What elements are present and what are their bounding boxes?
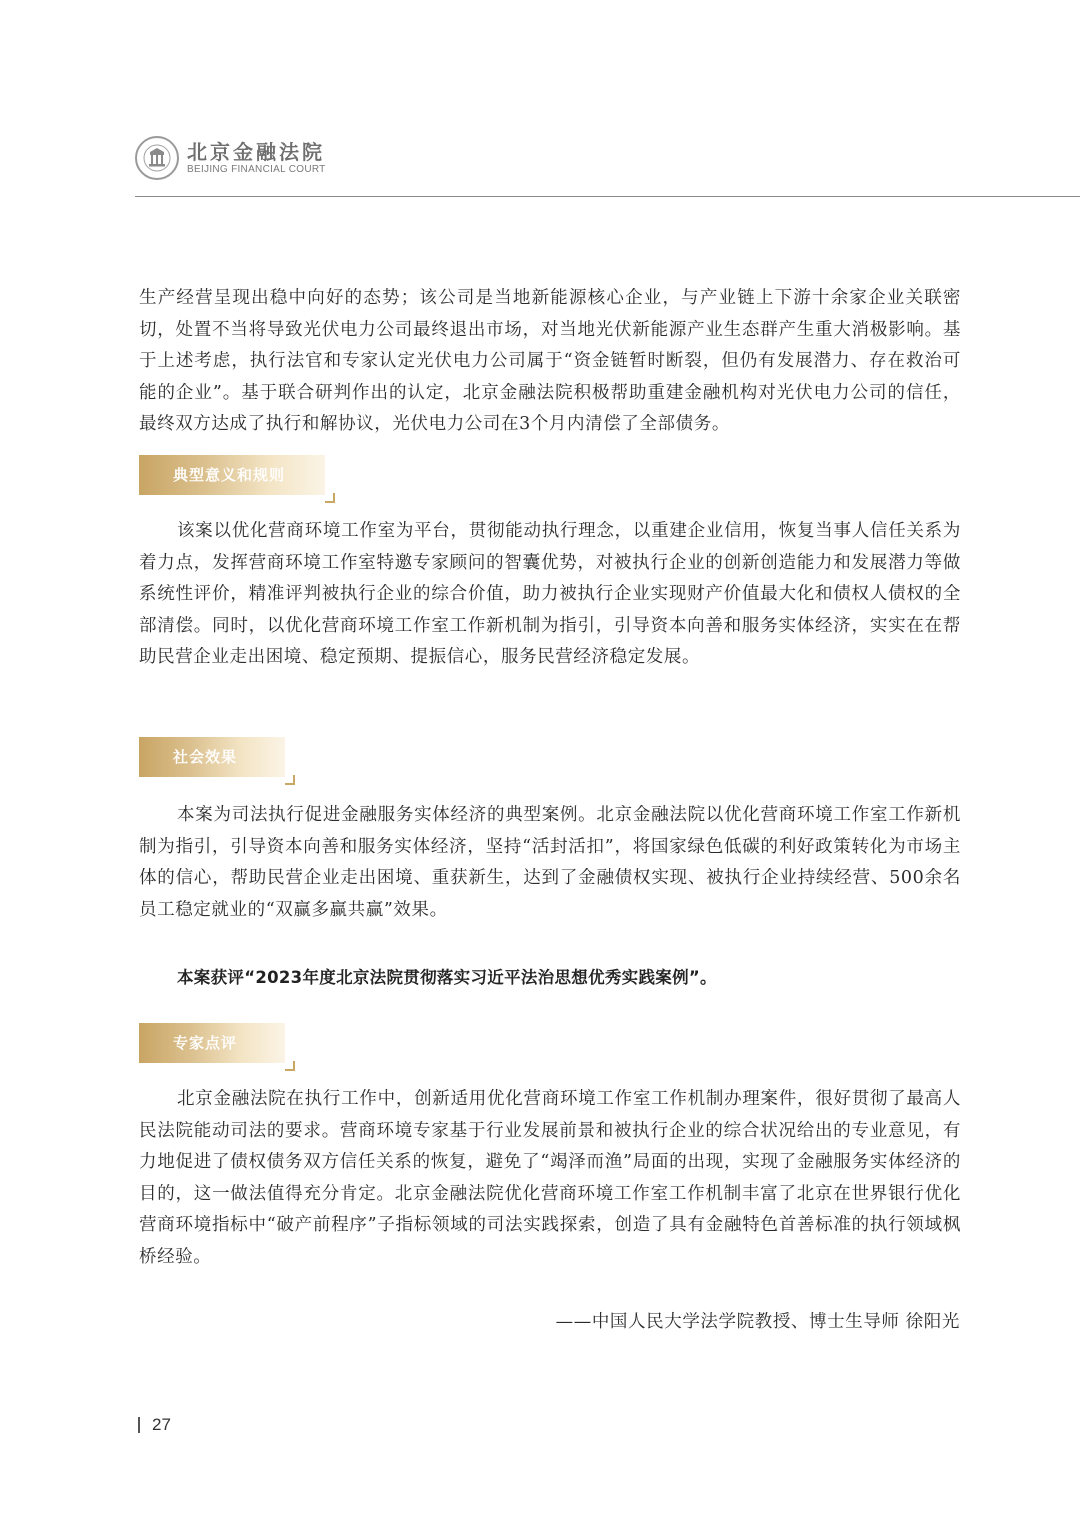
header-divider <box>135 196 1080 197</box>
page-number: 27 <box>152 1415 171 1434</box>
footer-bar <box>138 1417 140 1433</box>
logo-text <box>187 140 326 176</box>
corner-mark-icon <box>285 1061 295 1071</box>
org-name-cn: 北京金融法院 <box>187 140 325 164</box>
significance-paragraph: 该案以优化营商环境工作室为平台，贯彻能动执行理念，以重建企业信用，恢复当事人信任关系为着力点，发挥营商环境工作室特邀专家顾问的智囊优势，对被执行企业的创新创造能力和发展潜力等做系统性评价，精准评判被执行企业的综合价值，助力被执行企业实现财产价值最大化和债权人债权的全部清偿。同时，以优化营商环境工作室工作新机制为指引，引导资本向善和服务实体经济，实实在在帮助民营企业走出困境、稳定预期、提振信心，服务民营经济稳定发展。 <box>139 521 961 667</box>
award-statement: 本案获评“2023年度北京法院贯彻落实习近平法治思想优秀实践案例”。 <box>177 968 717 987</box>
section-label-social <box>139 737 285 777</box>
corner-mark-icon <box>325 493 335 503</box>
corner-mark-icon <box>285 775 295 785</box>
intro-paragraph: 生产经营呈现出稳中向好的态势；该公司是当地新能源核心企业，与产业链上下游十余家企业关联密切，处置不当将导致光伏电力公司最终退出市场，对当地光伏新能源产业生态群产生重大消极影响。基于上述考虑，执行法官和专家认定光伏电力公司属于“资金链暂时断裂，但仍有发展潜力、存在救治可能的企业”。基于联合研判作出的认定，北京金融法院积极帮助重建金融机构对光伏电力公司的信任，最终双方达成了执行和解协议，光伏电力公司在3个月内清偿了全部债务。 <box>139 288 961 434</box>
org-name-en: BEIJING FINANCIAL COURT <box>187 164 326 175</box>
section-label-text: 专家点评 <box>173 1034 238 1052</box>
page-header <box>135 133 326 183</box>
expert-signature: ——中国人民大学法学院教授、博士生导师 徐阳光 <box>555 1312 960 1332</box>
section-label-text: 典型意义和规则 <box>173 466 286 484</box>
social-paragraph: 本案为司法执行促进金融服务实体经济的典型案例。北京金融法院以优化营商环境工作室工作新机制为指引，引导资本向善和服务实体经济，坚持“活封活扣”，将国家绿色低碳的利好政策转化为市场主体的信心，帮助民营企业走出困境、重获新生，达到了金融债权实现、被执行企业持续经营、500余名员工稳定就业的“双赢多赢共赢”效果。 <box>139 805 961 920</box>
section-label-text: 社会效果 <box>173 748 238 766</box>
page-footer <box>138 1413 171 1437</box>
court-emblem-icon <box>135 136 179 180</box>
section-label-expert <box>139 1023 285 1063</box>
expert-paragraph: 北京金融法院在执行工作中，创新适用优化营商环境工作室工作机制办理案件，很好贯彻了最高人民法院能动司法的要求。营商环境专家基于行业发展前景和被执行企业的综合状况给出的专业意见，有力地促进了债权债务双方信任关系的恢复，避免了“竭泽而渔”局面的出现，实现了金融服务实体经济的目的，这一做法值得充分肯定。北京金融法院优化营商环境工作室工作机制丰富了北京在世界银行优化营商环境指标中“破产前程序”子指标领域的司法实践探索，创造了具有金融特色首善标准的执行领域枫桥经验。 <box>139 1089 961 1267</box>
section-label-significance <box>139 455 325 495</box>
